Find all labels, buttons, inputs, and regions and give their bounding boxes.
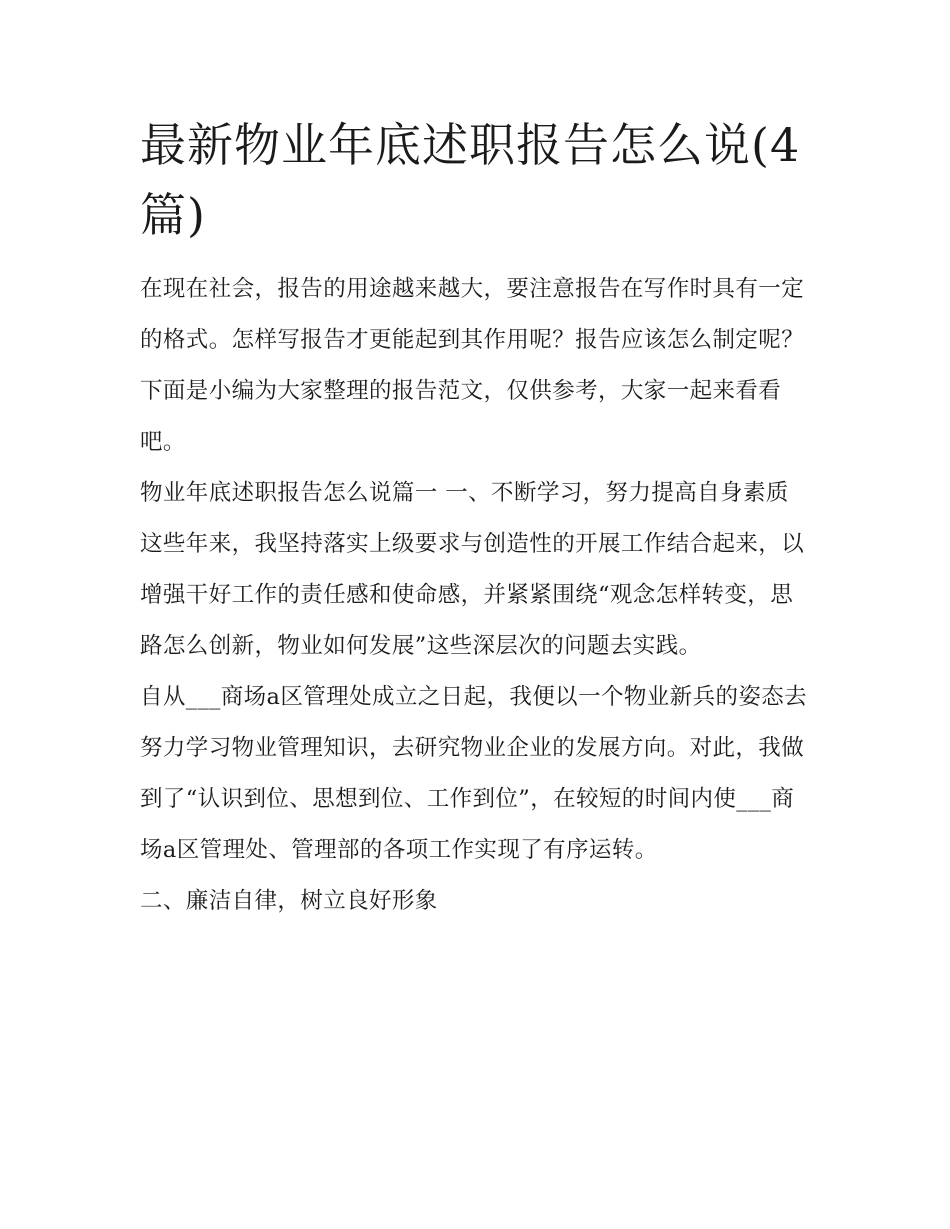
body-paragraph-2: 自从___商场a区管理处成立之日起，我便以一个物业新兵的姿态去努力学习物业管理知识，去研究物业企业的发展方向。对此，我做到了“认识到位、思想到位、工作到位”，在较短的时间内使___商场a区管理处、管理部的各项工作实现了有序运转。 bbox=[140, 684, 808, 863]
section-heading-2: 二、廉洁自律，树立良好形象 bbox=[140, 888, 438, 914]
body-paragraph-1: 这些年来，我坚持落实上级要求与创造性的开展工作结合起来，以增强干好工作的责任感和使命感，并紧紧围绕“观念怎样转变，思路怎么创新，物业如何发展”这些深层次的问题去实践。 bbox=[140, 531, 805, 659]
document-title: 最新物业年底述职报告怎么说(4篇) bbox=[140, 118, 801, 242]
section-heading-1: 物业年底述职报告怎么说篇一 一、不断学习，努力提高自身素质 bbox=[140, 480, 789, 506]
document-page bbox=[140, 110, 815, 927]
intro-paragraph: 在现在社会，报告的用途越来越大，要注意报告在写作时具有一定的格式。怎样写报告才更能起到其作用呢？报告应该怎么制定呢？下面是小编为大家整理的报告范文，仅供参考，大家一起来看看吧。 bbox=[140, 276, 805, 455]
